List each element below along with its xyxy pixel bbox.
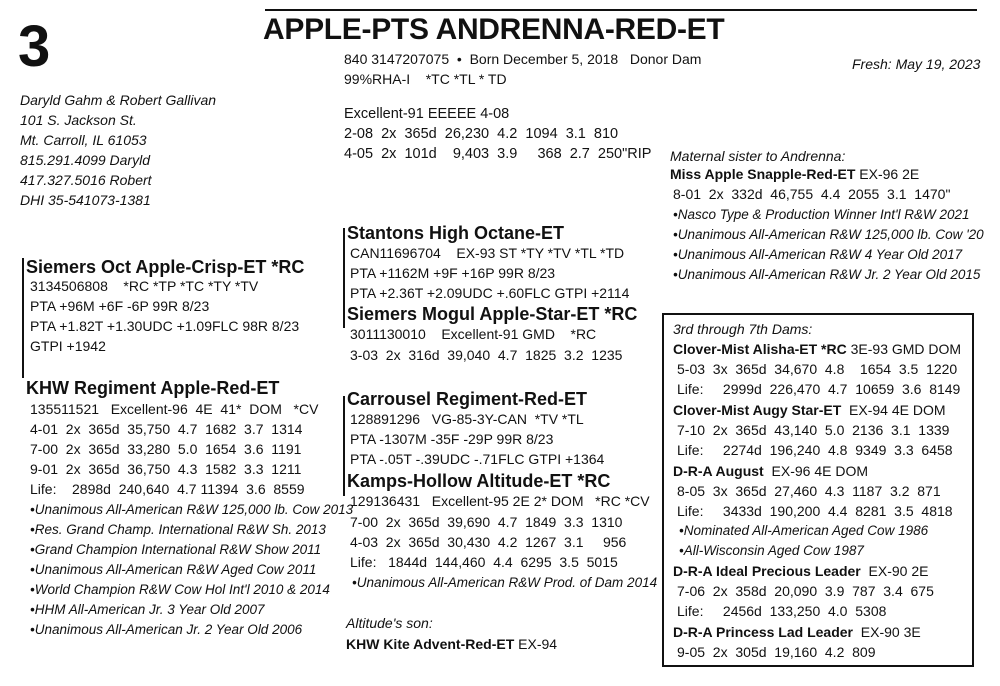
dam6-suffix: EX-90 2E: [860, 563, 929, 579]
maternal-sister-label: Maternal sister to Andrenna:: [670, 148, 846, 164]
dam3-record: 5-03 3x 365d 34,670 4.8 1654 3.5 1220: [677, 361, 958, 377]
dam6-record: Life: 2456d 133,250 4.0 5308: [677, 603, 887, 619]
dams-box-heading: 3rd through 7th Dams:: [673, 321, 813, 337]
maternal-sister-line: [670, 164, 919, 184]
sire-line: GTPI +1942: [30, 338, 106, 354]
dam-honor: •Res. Grand Champ. International R&W Sh. 2013: [30, 522, 326, 537]
dam-honor: •HHM All-American Jr. 3 Year Old 2007: [30, 602, 265, 617]
dam5-line: [673, 461, 868, 481]
dam-sire-line: PTA -1307M -35F -29P 99R 8/23: [350, 431, 554, 447]
dam6-name: D-R-A Ideal Precious Leader: [673, 563, 861, 579]
consignor-line: DHI 35-541073-1381: [20, 192, 151, 208]
dam-dam-line: 129136431 Excellent-95 2E 2* DOM *RC *CV: [350, 493, 650, 509]
dam5-honor: •All-Wisconsin Aged Cow 1987: [679, 543, 864, 558]
dam3-record: Life: 2999d 226,470 4.7 10659 3.6 8149: [677, 381, 961, 397]
dam-honor: •World Champion R&W Cow Hol Int'l 2010 & 2014: [30, 582, 330, 597]
consignor-line: 815.291.4099 Daryld: [20, 152, 150, 168]
maternal-sister-honor: •Unanimous All-American R&W 4 Year Old 2017: [673, 247, 963, 262]
rha-line: 99%RHA-I *TC *TL * TD: [344, 71, 507, 87]
dam5-honor: •Nominated All-American Aged Cow 1986: [679, 523, 929, 538]
dam7-name: D-R-A Princess Lad Leader: [673, 624, 853, 640]
consignor-line: Mt. Carroll, IL 61053: [20, 132, 147, 148]
dam4-record: Life: 2274d 196,240 4.8 9349 3.3 6458: [677, 442, 953, 458]
altitude-son-name: KHW Kite Advent-Red-ET: [346, 636, 515, 652]
maternal-sister-honor: •Nasco Type & Production Winner Int'l R&W 2021: [673, 207, 970, 222]
dam-dam-record: 7-00 2x 365d 39,690 4.7 1849 3.3 1310: [350, 514, 623, 530]
sire-line: PTA +1.82T +1.30UDC +1.09FLC 98R 8/23: [30, 318, 300, 334]
record-line: 4-05 2x 101d 9,403 3.9 368 2.7 250"RIP: [344, 146, 652, 162]
dam5-name: D-R-A August: [673, 463, 764, 479]
sire-dam-line: 3011130010 Excellent-91 GMD *RC: [350, 326, 597, 342]
maternal-sister-name: Miss Apple Snapple-Red-ET: [670, 166, 856, 182]
dam4-suffix: EX-94 4E DOM: [841, 402, 946, 418]
consignor-line: 417.327.5016 Robert: [20, 172, 152, 188]
dam-record: Life: 2898d 240,640 4.7 11394 3.6 8559: [30, 481, 305, 497]
altitude-son-suffix: EX-94: [514, 636, 558, 652]
sire-dam-record: 3-03 2x 316d 39,040 4.7 1825 3.2 1235: [350, 347, 623, 363]
maternal-sister-honor: •Unanimous All-American R&W 125,000 lb. Cow '20: [673, 227, 984, 242]
dam-record: 7-00 2x 365d 33,280 5.0 1654 3.6 1191: [30, 441, 302, 457]
dam7-suffix: EX-90 3E: [852, 624, 921, 640]
sire-sire-line: PTA +2.36T +2.09UDC +.60FLC GTPI +2114: [350, 285, 630, 301]
dam6-line: [673, 561, 928, 581]
dam3-line: [673, 339, 961, 359]
fresh-date: Fresh: May 19, 2023: [852, 56, 981, 72]
pedigree-connector: [343, 396, 345, 496]
maternal-sister-honor: •Unanimous All-American R&W Jr. 2 Year Old 2015: [673, 267, 981, 282]
altitude-son-label: Altitude's son:: [346, 615, 433, 631]
dam-line: 135511521 Excellent-96 4E 41* DOM *CV: [30, 401, 319, 417]
sire-sire-line: PTA +1162M +9F +16P 99R 8/23: [350, 265, 556, 281]
top-rule: [265, 9, 977, 11]
sire-dam-name: Siemers Mogul Apple-Star-ET *RC: [347, 304, 638, 324]
consignor-line: 101 S. Jackson St.: [20, 112, 137, 128]
dam-sire-name: Carrousel Regiment-Red-ET: [347, 389, 588, 409]
sire-sire-line: CAN11696704 EX-93 ST *TY *TV *TL *TD: [350, 245, 625, 261]
dam-honor: •Unanimous All-American R&W 125,000 lb. Cow 2013: [30, 502, 354, 517]
dam-honor: •Unanimous All-American Jr. 2 Year Old 2006: [30, 622, 303, 637]
altitude-son-line: [346, 634, 557, 654]
sire-line: 3134506808 *RC *TP *TC *TY *TV: [30, 278, 259, 294]
dam5-record: Life: 3433d 190,200 4.4 8281 3.5 4818: [677, 503, 953, 519]
dam-record: 4-01 2x 365d 35,750 4.7 1682 3.7 1314: [30, 421, 303, 437]
dam7-record: 9-05 2x 305d 19,160 4.2 809: [677, 644, 876, 660]
dam6-record: 7-06 2x 358d 20,090 3.9 787 3.4 675: [677, 583, 934, 599]
dam-honor: •Grand Champion International R&W Show 2011: [30, 542, 322, 557]
dam-sire-line: 128891296 VG-85-3Y-CAN *TV *TL: [350, 411, 584, 427]
sire-sire-name: Stantons High Octane-ET: [347, 223, 565, 243]
dam-dam-record: Life: 1844d 144,460 4.4 6295 3.5 5015: [350, 554, 618, 570]
pedigree-connector: [343, 228, 345, 328]
page-title: APPLE-PTS ANDRENNA-RED-ET: [263, 13, 725, 46]
sire-line: PTA +96M +6F -6P 99R 8/23: [30, 298, 210, 314]
dam-dam-honor: •Unanimous All-American R&W Prod. of Dam 2014: [352, 575, 658, 590]
dam3-name: Clover-Mist Alisha-ET *RC: [673, 341, 847, 357]
dam5-suffix: EX-96 4E DOM: [763, 463, 868, 479]
dam-record: 9-01 2x 365d 36,750 4.3 1582 3.3 1211: [30, 461, 302, 477]
dam3-suffix: 3E-93 GMD DOM: [846, 341, 962, 357]
lot-number: 3: [18, 14, 51, 79]
dam4-record: 7-10 2x 365d 43,140 5.0 2136 3.1 1339: [677, 422, 950, 438]
consignor-line: Daryld Gahm & Robert Gallivan: [20, 92, 217, 108]
dam4-name: Clover-Mist Augy Star-ET: [673, 402, 842, 418]
dam5-record: 8-05 3x 365d 27,460 4.3 1187 3.2 871: [677, 483, 941, 499]
dam7-line: [673, 622, 921, 642]
dam-name: KHW Regiment Apple-Red-ET: [26, 378, 280, 398]
dam-sire-line: PTA -.05T -.39UDC -.71FLC GTPI +1364: [350, 451, 605, 467]
dam-dam-record: 4-03 2x 365d 30,430 4.2 1267 3.1 956: [350, 534, 627, 550]
sire-name: Siemers Oct Apple-Crisp-ET *RC: [26, 257, 305, 277]
dam-dam-name: Kamps-Hollow Altitude-ET *RC: [347, 471, 611, 491]
dam4-line: [673, 400, 946, 420]
dam-honor: •Unanimous All-American R&W Aged Cow 2011: [30, 562, 317, 577]
maternal-sister-record: 8-01 2x 332d 46,755 4.4 2055 3.1 1470": [673, 186, 951, 202]
classification-line: Excellent-91 EEEEE 4-08: [344, 106, 510, 122]
maternal-sister-suffix: EX-96 2E: [855, 166, 920, 182]
record-line: 2-08 2x 365d 26,230 4.2 1094 3.1 810: [344, 126, 619, 142]
pedigree-connector: [22, 258, 24, 378]
registration-line: 840 3147207075 • Born December 5, 2018 Donor Dam: [344, 51, 702, 67]
